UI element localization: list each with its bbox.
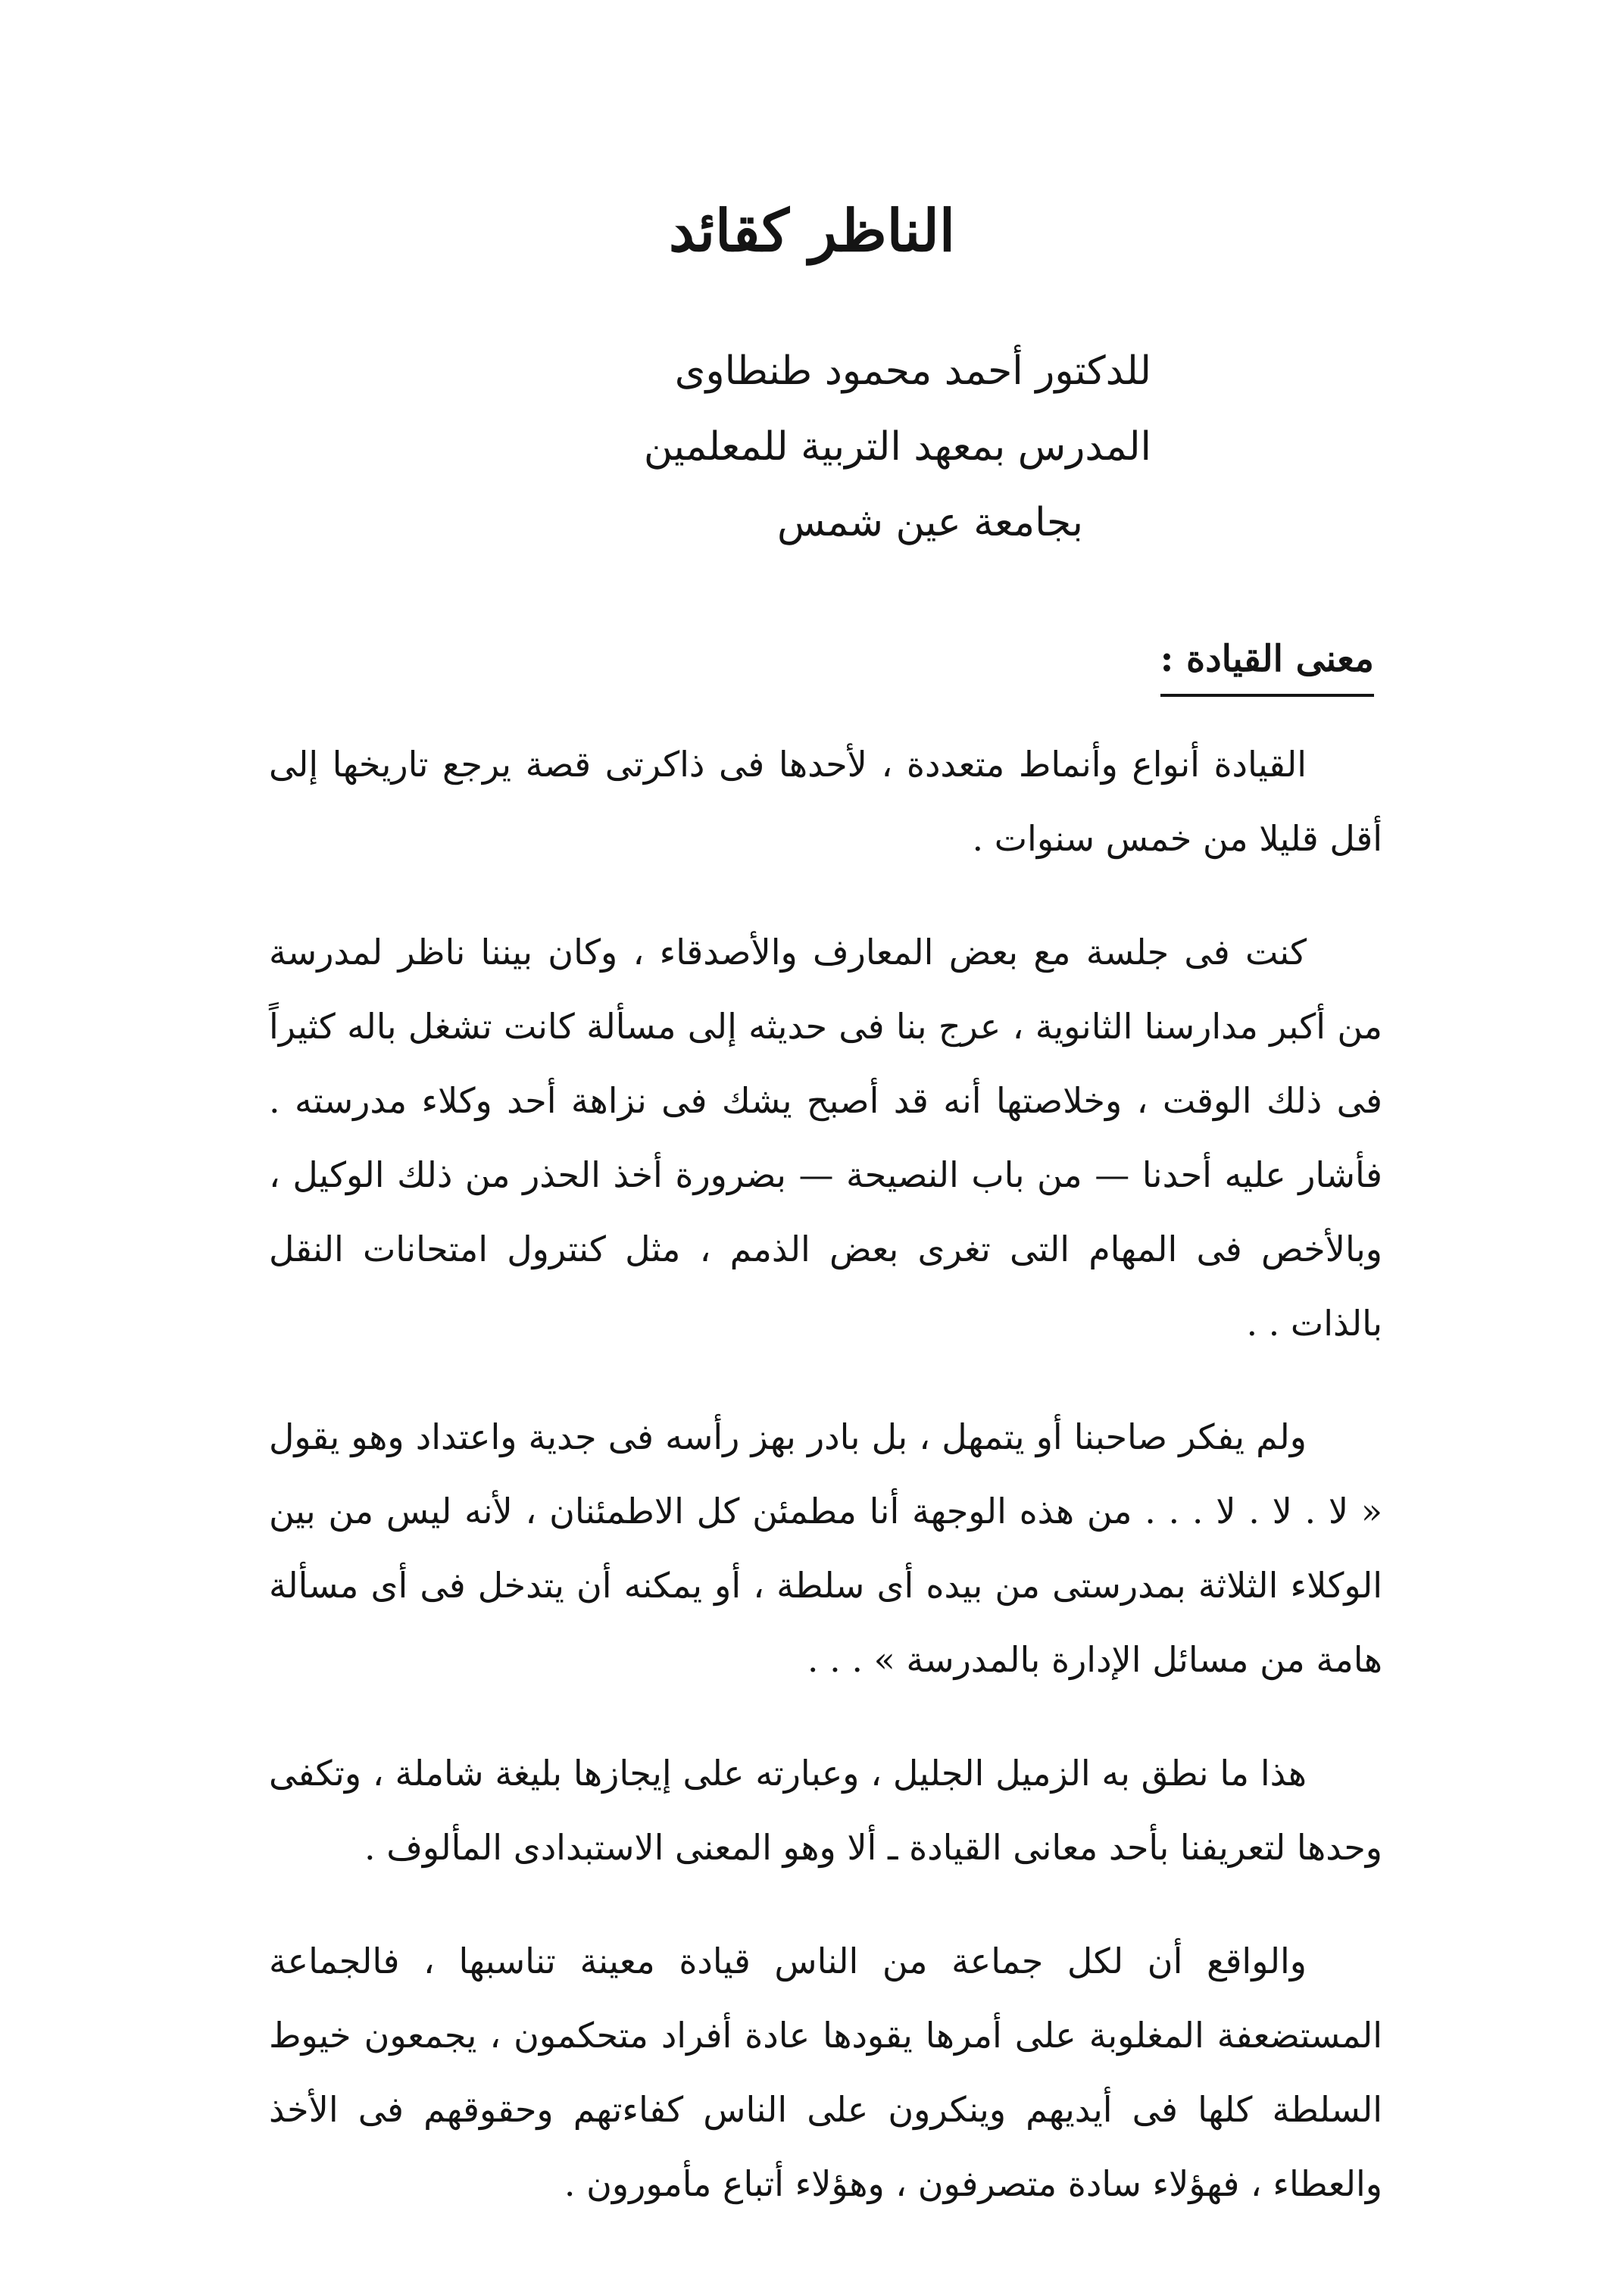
- section-heading: معنى القيادة :: [1160, 629, 1374, 697]
- page-title: الناظر كقائد: [668, 197, 956, 264]
- author-university: بجامعة عين شمس: [777, 500, 1083, 545]
- paragraph: كنت فى جلسة مع بعض المعارف والأصدقاء ، وكان بيننا ناظر لمدرسة من أكبر مدارسنا الثانوية ، عرج بنا فى حديثه إلى مسألة كانت تشغل باله كثيراً فى ذلك الوقت ، وخلاصتها أنه قد أصبح يشك فى نزاهة أحد وكلاء مدرسته . فأشار عليه أحدنا — من باب النصيحة — بضرورة أخذ الحذر من ذلك الوكيل ، وبالأخص فى المهام التى تغرى بعض الذمم ، مثل كنترول امتحانات النقل بالذات . .: [269, 932, 1382, 1344]
- paragraph: هذا ما نطق به الزميل الجليل ، وعبارته على إيجازها بليغة شاملة ، وتكفى وحدها لتعريفنا بأحد معانى القيادة ـ ألا وهو المعنى الاستبدادى المألوف .: [269, 1753, 1382, 1868]
- paragraph: ولم يفكر صاحبنا أو يتمهل ، بل بادر بهز رأسه فى جدية واعتداد وهو يقول « لا . لا . لا . . . من هذه الوجهة أنا مطمئن كل الاطمئنان ، لأنه ليس من بين الوكلاء الثلاثة بمدرستى من بيده أى سلطة ، أو يمكنه أن يتدخل فى أى مسألة هامة من مسائل الإدارة بالمدرسة » . . .: [269, 1416, 1382, 1680]
- author-position: المدرس بمعهد التربية للمعلمين: [643, 424, 1151, 470]
- paragraph: القيادة أنواع وأنماط متعددة ، لأحدها فى ذاكرتى قصة يرجع تاريخها إلى أقل قليلا من خمس سنوات .: [269, 744, 1382, 859]
- author-name: للدكتور أحمد محمود طنطاوى: [674, 348, 1151, 394]
- body-text: [269, 727, 1382, 2260]
- author-block: [485, 333, 1151, 561]
- paragraph: والواقع أن لكل جماعة من الناس قيادة معينة تناسبها ، فالجماعة المستضعفة المغلوبة على أمرها يقودها عادة أفراد متحكمون ، يجمعون خيوط السلطة كلها فى أيديهم وينكرون على الناس كفاءتهم وحقوقهم فى الأخذ والعطاء ، فهؤلاء سادة متصرفون ، وهؤلاء أتباع مأمورون .: [269, 1941, 1382, 2204]
